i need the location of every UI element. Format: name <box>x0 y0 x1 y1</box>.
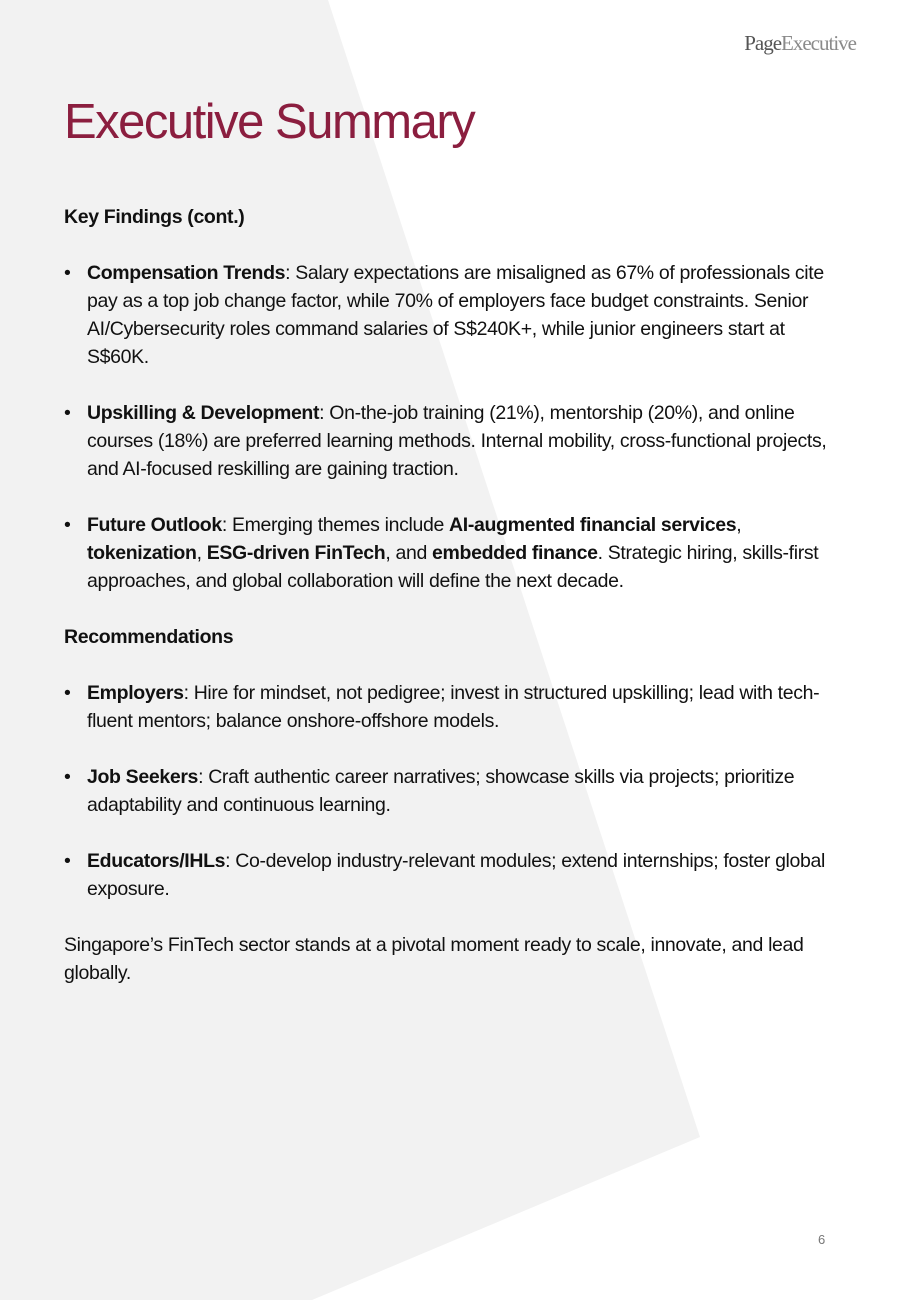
item-text: : Craft authentic career narratives; showcase skills via projects; prioritize adaptability and continuous learning. <box>87 766 795 816</box>
emphasis: tokenization <box>87 542 197 564</box>
separator: , <box>196 542 207 564</box>
item-text: : Hire for mindset, not pedigree; invest in structured upskilling; lead with tech-fluent mentors; balance onshore-offshore models. <box>87 682 820 732</box>
key-findings-heading: Key Findings (cont.) <box>64 206 245 228</box>
item-label: Upskilling & Development <box>87 402 320 424</box>
list-item <box>64 847 844 903</box>
recommendations-heading: Recommendations <box>64 626 234 648</box>
item-text: . Strategic hiring, skills-first approaches, and global collaboration will define the next decade. <box>87 542 819 592</box>
item-text: : Co-develop industry-relevant modules; extend internships; foster global exposure. <box>87 850 826 900</box>
bullet: • <box>64 514 71 536</box>
page-number: 6 <box>818 1232 826 1247</box>
body-content <box>64 203 844 1015</box>
list-item <box>64 763 844 819</box>
logo-executive: Executive <box>781 31 856 55</box>
bullet: • <box>64 402 71 424</box>
list-item <box>64 679 844 735</box>
item-label: Educators/IHLs <box>87 850 226 872</box>
bullet: • <box>64 682 71 704</box>
emphasis: ESG-driven FinTech <box>206 542 386 564</box>
item-text: : Emerging themes include <box>221 514 450 536</box>
item-label: Job Seekers <box>87 766 199 788</box>
item-text: : Salary expectations are misaligned as 67% of professionals cite pay as a top job change factor, while 70% of employers face budget constraints. Senior AI/Cybersecurity roles command salaries of S$240K+, while junior engineers start at S$60K. <box>87 262 824 368</box>
bullet: • <box>64 766 71 788</box>
item-label: Future Outlook <box>87 514 222 536</box>
separator: , <box>736 514 742 536</box>
item-label: Employers <box>87 682 184 704</box>
recommendations-list <box>64 679 844 903</box>
list-item <box>64 511 844 595</box>
page-executive-logo <box>744 31 856 56</box>
separator: , and <box>385 542 433 564</box>
logo-page: Page <box>744 31 782 55</box>
key-findings-list <box>64 259 844 595</box>
list-item <box>64 399 844 483</box>
bullet: • <box>64 850 71 872</box>
emphasis: AI-augmented financial services <box>449 514 737 536</box>
item-text: : On-the-job training (21%), mentorship (20%), and online courses (18%) are preferred learning methods. Internal mobility, cross-functional projects, and AI-focused reskilling are gaining traction. <box>87 402 827 480</box>
emphasis: embedded finance <box>432 542 598 564</box>
page-title: Executive Summary <box>64 95 475 149</box>
closing-statement: Singapore’s FinTech sector stands at a pivotal moment ready to scale, innovate, and lead globally. <box>64 934 804 984</box>
list-item <box>64 259 844 371</box>
bullet: • <box>64 262 71 284</box>
item-label: Compensation Trends <box>87 262 286 284</box>
